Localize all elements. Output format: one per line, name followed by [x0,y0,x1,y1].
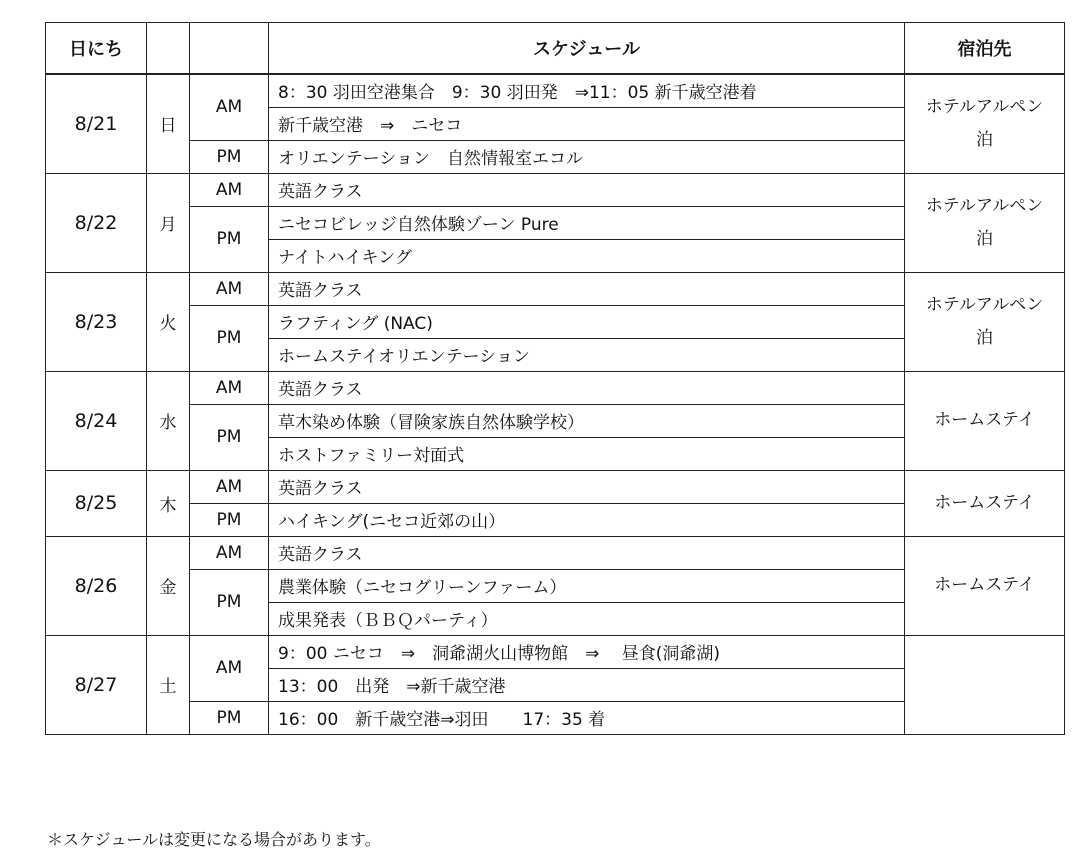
schedule-row [46,272,1065,305]
header-row [46,23,1065,75]
am-label: AM [190,635,269,701]
pm-label: PM [190,569,269,635]
date-cell: 8/27 [46,635,147,734]
weekday-cell: 火 [147,272,190,371]
header-schedule: スケジュール [269,23,905,75]
lodging-line: 泊 [976,327,993,348]
date-cell: 8/24 [46,371,147,470]
weekday-cell: 木 [147,470,190,536]
pm-label: PM [190,305,269,371]
schedule-pm-item: 成果発表（ＢＢＱパーティ） [269,602,905,635]
schedule-pm-item: ニセコビレッジ自然体験ゾーン Pure [269,206,905,239]
date-cell: 8/21 [46,74,147,173]
schedule-pm-item: 16：00 新千歳空港⇒羽田 17：35 着 [269,701,905,734]
am-label: AM [190,173,269,206]
lodging-cell [905,173,1065,272]
header-date: 日にち [46,23,147,75]
date-cell: 8/26 [46,536,147,635]
schedule-pm-item: ナイトハイキング [269,239,905,272]
lodging-line: ホームステイ [934,410,1035,430]
schedule-am-item: 英語クラス [269,371,905,404]
schedule-pm-item: 草木染め体験（冒険家族自然体験学校） [269,404,905,437]
schedule-row [46,371,1065,404]
schedule-am-item: 新千歳空港 ⇒ ニセコ [269,107,905,140]
schedule-row [46,173,1065,206]
schedule-am-item: 英語クラス [269,536,905,569]
header-dow [147,23,190,75]
am-label: AM [190,371,269,404]
am-label: AM [190,272,269,305]
lodging-cell [905,272,1065,371]
schedule-pm-item: ホストファミリー対面式 [269,437,905,470]
schedule-pm-item: ハイキング(ニセコ近郊の山） [269,503,905,536]
weekday-cell: 土 [147,635,190,734]
header-period [190,23,269,75]
am-label: AM [190,74,269,140]
weekday-cell: 月 [147,173,190,272]
schedule-am-item: 英語クラス [269,272,905,305]
schedule-am-item: 8：30 羽田空港集合 9：30 羽田発 ⇒11：05 新千歳空港着 [269,74,905,107]
am-label: AM [190,470,269,503]
schedule-pm-item: オリエンテーション 自然情報室エコル [269,140,905,173]
schedule-pm-item: ラフティング (NAC) [269,305,905,338]
weekday-cell: 金 [147,536,190,635]
lodging-cell [905,635,1065,734]
pm-label: PM [190,701,269,734]
schedule-body [46,74,1065,734]
lodging-line: 泊 [976,129,993,150]
lodging-line: ホームステイ [934,492,1035,513]
date-cell: 8/25 [46,470,147,536]
date-cell: 8/22 [46,173,147,272]
header-lodging: 宿泊先 [905,23,1065,75]
schedule-pm-item: ホームステイオリエンテーション [269,338,905,371]
schedule-table [45,22,1065,735]
schedule-am-item: 英語クラス [269,470,905,503]
pm-label: PM [190,140,269,173]
schedule-row [46,470,1065,503]
schedule-row [46,74,1065,107]
schedule-row [46,536,1065,569]
weekday-cell: 日 [147,74,190,173]
lodging-cell [905,74,1065,173]
schedule-row [46,635,1065,668]
schedule-am-item: 13：00 出発 ⇒新千歳空港 [269,668,905,701]
lodging-line: ホテルアルペン [925,195,1044,216]
lodging-cell [905,371,1065,470]
lodging-line: ホームステイ [934,575,1035,595]
lodging-line: ホテルアルペン [925,294,1044,315]
footnote: ＊スケジュールは変更になる場合があります。 [47,830,381,849]
schedule-am-item: 英語クラス [269,173,905,206]
lodging-line: ホテルアルペン [925,96,1044,117]
schedule-pm-item: 農業体験（ニセコグリーンファーム） [269,569,905,602]
pm-label: PM [190,206,269,272]
schedule-am-item: 9：00 ニセコ ⇒ 洞爺湖火山博物館 ⇒ 昼食(洞爺湖) [269,635,905,668]
lodging-cell [905,470,1065,536]
am-label: AM [190,536,269,569]
pm-label: PM [190,404,269,470]
weekday-cell: 水 [147,371,190,470]
lodging-line: 泊 [976,228,993,249]
pm-label: PM [190,503,269,536]
date-cell: 8/23 [46,272,147,371]
lodging-cell [905,536,1065,635]
